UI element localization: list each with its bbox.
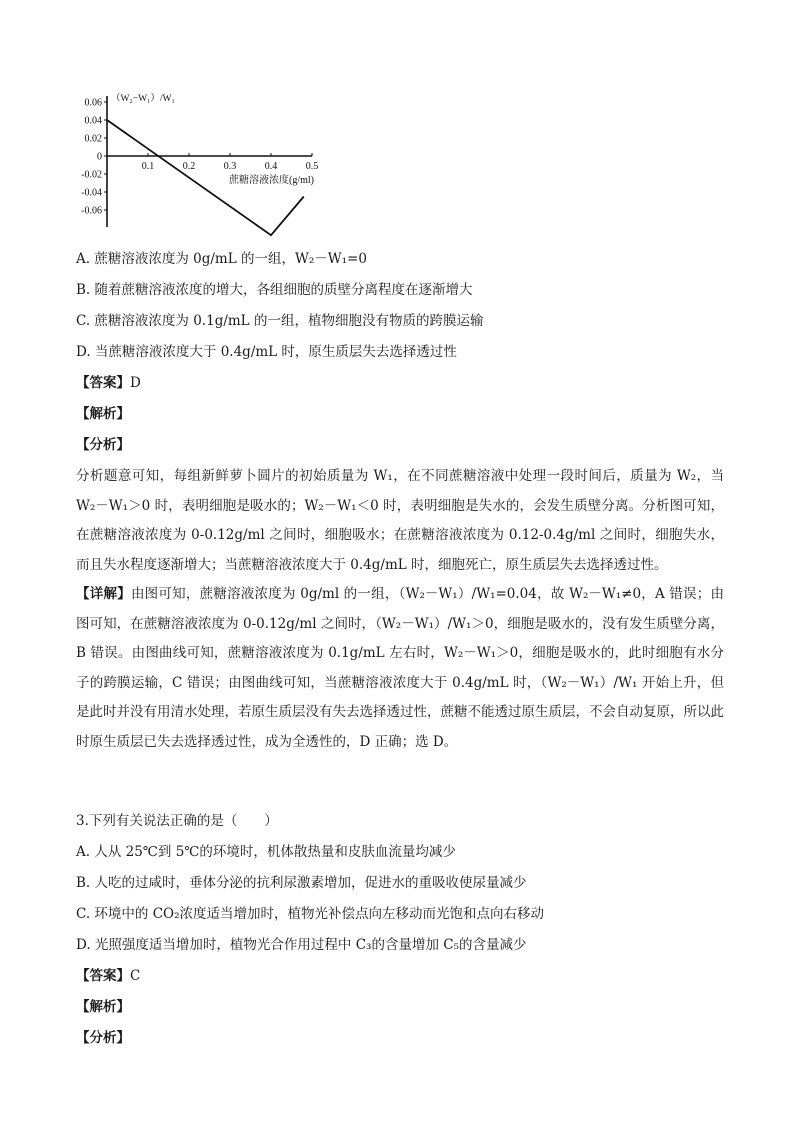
analysis-tag: 【解析】 — [76, 406, 130, 422]
y-tick-label: 0 — [97, 151, 102, 163]
detail-tag: 【详解】 — [76, 586, 131, 602]
y-tick-label: -0.02 — [81, 169, 102, 181]
q3-option-d: D. 光照强度适当增加时，植物光合作用过程中 C₃的含量增加 C₅的含量减少 — [76, 937, 527, 953]
option-a: A. 蔗糖溶液浓度为 0g/mL 的一组，W₂－W₁=0 — [76, 251, 367, 267]
y-tick-label: -0.06 — [81, 205, 102, 217]
x-tick-label: 0.3 — [223, 161, 237, 172]
fenxi-paragraph — [76, 462, 724, 580]
option-c: C. 蔗糖溶液浓度为 0.1g/mL 的一组，植物细胞没有物质的跨膜运输 — [76, 313, 484, 329]
q3-fenxi-tag-line — [76, 1028, 130, 1048]
option-b: B. 随着蔗糖溶液浓度的增大，各组细胞的质壁分离程度在逐渐增大 — [76, 282, 473, 298]
q3-option-c: C. 环境中的 CO₂浓度适当增加时，植物光补偿点向左移动而光饱和点向右移动 — [76, 906, 545, 922]
option-d: D. 当蔗糖溶液浓度大于 0.4g/mL 时，原生质层失去选择透过性 — [76, 344, 457, 360]
y-tick-label: 0.04 — [84, 115, 102, 127]
q3-option-a: A. 人从 25℃到 5℃的环境时，机体散热量和皮肤血流量均减少 — [76, 844, 456, 860]
x-tick-label: 0.4 — [264, 161, 278, 172]
y-tick-label: 0.02 — [84, 133, 102, 145]
question-3-stem: 3.下列有关说法正确的是（ ） — [76, 813, 278, 829]
q3-option-b: B. 人吃的过咸时，垂体分泌的抗利尿激素增加，促进水的重吸收使尿量减少 — [76, 875, 527, 891]
q3-answer-line — [76, 966, 140, 986]
q3-fenxi-tag: 【分析】 — [76, 1030, 130, 1046]
answer-tag: 【答案】 — [76, 375, 130, 391]
y-tick-label: 0.06 — [84, 97, 102, 109]
q3-answer-tag: 【答案】 — [76, 968, 130, 984]
x-axis-label: 蔗糖溶液浓度(g/ml) — [229, 175, 314, 186]
line-chart — [66, 84, 336, 244]
y-tick-label: -0.04 — [81, 187, 102, 199]
analysis-tag-line — [76, 404, 130, 424]
detail-paragraph — [76, 580, 724, 757]
fenxi-text: 分析题意可知，每组新鲜萝卜圆片的初始质量为 W₁，在不同蔗糖溶液中处理一段时间后，质量为 W₂，当 W₂－W₁＞0 时，表明细胞是吸水的；W₂－W₁＜0 时，表明细胞是失水的，会发生质壁分离。分析图可知，在蔗糖溶液浓度为 0-0.12g/ml 之间时，细胞吸水；在蔗糖溶液浓度为 0.12-0.4g/ml 之间时，细胞失水，而且失水程度逐渐增大；当蔗糖溶液浓度大于 0.4g/mL 时，细胞死亡，原生质层失去选择透过性。 — [76, 468, 724, 573]
y-axis-label: （W₂−W₁）/W₁ — [111, 94, 175, 104]
x-tick-label: 0.1 — [141, 161, 155, 172]
answer-line — [76, 373, 141, 393]
answer-value: D — [130, 375, 141, 391]
q3-analysis-tag-line — [76, 997, 130, 1017]
x-tick-label: 0.5 — [305, 161, 319, 172]
q3-analysis-tag: 【解析】 — [76, 999, 130, 1015]
fenxi-tag-line — [76, 435, 130, 455]
fenxi-tag: 【分析】 — [76, 437, 130, 453]
x-tick-label: 0.2 — [182, 161, 196, 172]
detail-text: 由图可知，蔗糖溶液浓度为 0g/ml 的一组，（W₂－W₁）/W₁=0.04，故 W₂－W₁≠0，A 错误；由图可知，在蔗糖溶液浓度为 0-0.12g/ml 之间时，（W₂－W₁）/W₁＞0，细胞是吸水的，没有发生质壁分离，B 错误。由图曲线可知，蔗糖溶液浓度为 0.1g/mL 左右时，W₂－W₁＞0，细胞是吸水的，此时细胞有水分子的跨膜运输，C 错误；由图曲线可知，当蔗糖溶液浓度大于 0.4g/mL 时，（W₂－W₁）/W₁ 开始上升，但是此时并没有用清水处理，若原生质层没有失去选择透过性，蔗糖不能透过原生质层，不会自动复原，所以此时原生质层已失去选择透过性，成为全透性的，D 正确；选 D。 — [76, 586, 724, 750]
q3-answer-value: C — [130, 968, 141, 984]
